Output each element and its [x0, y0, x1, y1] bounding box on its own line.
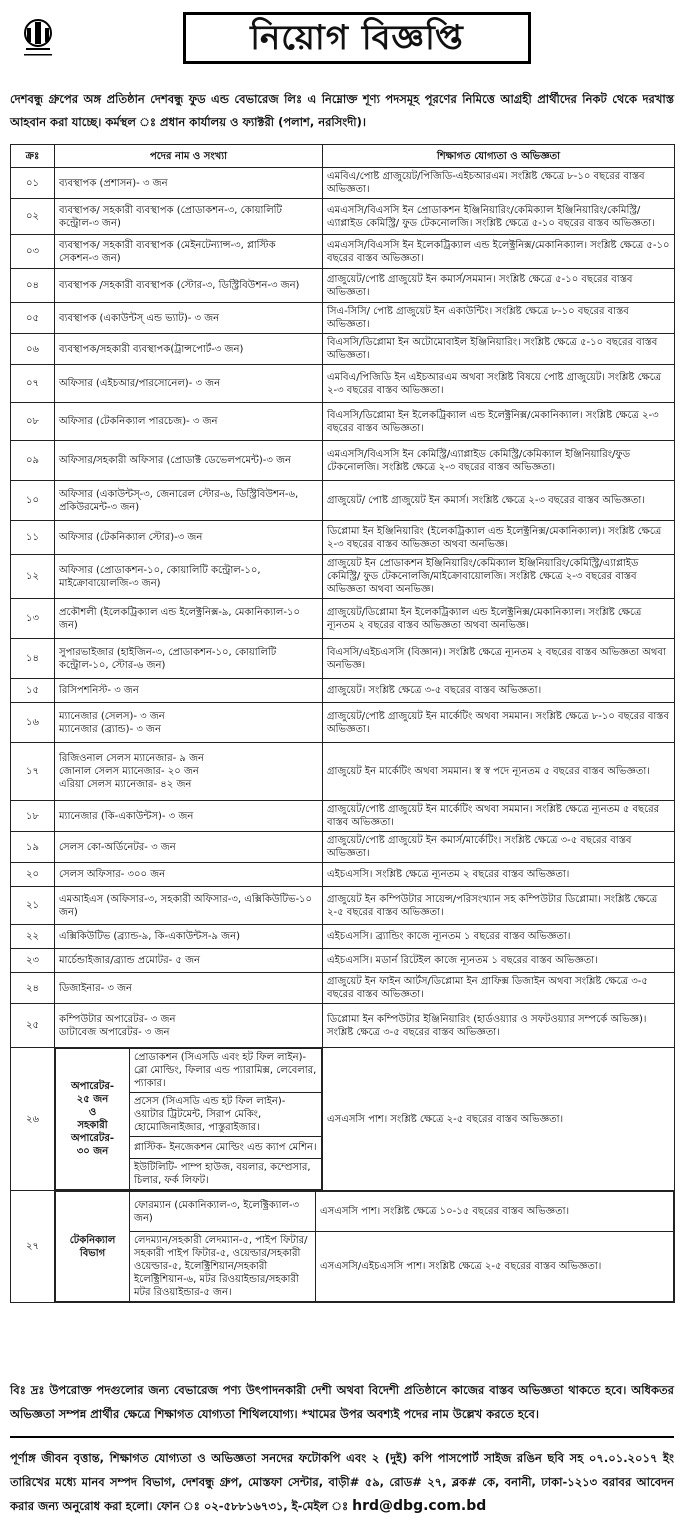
row-serial: ০৩	[11, 235, 55, 269]
row-post: ম্যানেজার (কি-একাউন্টস)- ৩ জন	[55, 801, 323, 832]
row-post: সেলস অফিসার- ৩০০ জন	[55, 863, 323, 887]
table-row	[11, 973, 675, 1004]
row-post: মার্চেন্ডাইজার/ব্র্যান্ড প্রমোটর- ৫ জন	[55, 949, 323, 973]
table-row	[11, 887, 675, 925]
company-logo	[18, 16, 58, 64]
row-serial: ০৯	[11, 441, 55, 481]
table-row	[11, 481, 675, 521]
sub-post: প্রোডাকশন (সিএসডি এবং হট ফিল লাইন)- ব্লো মোল্ডিং, ফিলার এন্ড প্যারামিক্স, লেবেলার, প্যাকার।	[130, 1049, 322, 1093]
row-serial: ১২	[11, 555, 55, 599]
row-qualification: গ্রাজুয়েট/ডিপ্লোমা ইন ইলেকট্রিক্যাল এন্ড ইলেক্ট্রনিক্স/মেকানিক্যাল। সংশ্লিষ্ট ক্ষেত্রে ন্যূনতম ২ বছরের বাস্তব অভিজ্ঞতা অথবা অনভিজ্ঞ।	[323, 599, 675, 639]
group-label: টেকনিক্যাল বিভাগ	[56, 1192, 130, 1302]
row-serial: ১৬	[11, 703, 55, 743]
row-serial: ০৬	[11, 334, 55, 365]
header-post: পদের নাম ও সংখ্যা	[55, 145, 323, 168]
sub-post: প্লাস্টিক- ইনজেকশন মোল্ডিং এন্ড ক্যাপ মেশিন।	[130, 1137, 322, 1159]
table-row	[11, 949, 675, 973]
row-post: প্রকৌশলী (ইলেকট্রিক্যাল এন্ড ইলেক্ট্রনিক্স-৯, মেকানিক্যাল-১০ জন)	[55, 599, 323, 639]
row-serial: ১০	[11, 481, 55, 521]
row-serial: ০৭	[11, 365, 55, 403]
row-qualification: এমএসসি/বিএসসি ইন প্রোডাকশন ইঞ্জিনিয়ারিং/কেমিক্যাল ইঞ্জিনিয়ারিং/কেমিস্ট্রি/এ্যাপ্লাইড কেমিস্ট্রি/ ফুড টেকনোলজি। সংশ্লিষ্ট ক্ষেত্রে ৫-১০ বছরের বাস্তব অভিজ্ঞতা।	[323, 199, 675, 235]
row-serial: ২৪	[11, 973, 55, 1004]
sub-post: লেদম্যান/সহকারী লেদম্যান-৫, পাইপ ফিটার/সহকারী পাইপ ফিটার-৫, ওয়েল্ডার/সহকারী ওয়েল্ডার-৫, ইলেক্ট্রিশিয়ান/সহকারী ইলেক্ট্রিশিয়ান-৬, মটর রিওয়াইন্ডার/সহকারী মটর রিওয়াইন্ডার-৫ জন।	[130, 1232, 316, 1302]
table-row	[11, 863, 675, 887]
row-serial: ২০	[11, 863, 55, 887]
header-serial: ক্রঃ	[11, 145, 55, 168]
page-title: নিয়োগ বিজ্ঞপ্তি	[183, 12, 531, 64]
sub-qualification: এসএসসি পাশ। সংশ্লিষ্ট ক্ষেত্রে ১০-১৫ বছরের বাস্তব অভিজ্ঞতা।	[316, 1192, 674, 1232]
row-qualification: গ্রাজুয়েট/পোষ্ট গ্রাজুয়েট ইন মার্কেটিং অথবা সমমান। সংশ্লিষ্ট ক্ষেত্রে ন্যূনতম ৫ বছরের বাস্তব অভিজ্ঞতা।	[323, 801, 675, 832]
row-post: অফিসার (এইচআর/পারসোনেল)- ৩ জন	[55, 365, 323, 403]
row-qualification: এমএসসি/বিএসসি ইন কেমিস্ট্রি/এ্যাপ্লাইড কেমিস্ট্রি/কেমিক্যাল ইঞ্জিনিয়ারিং/ফুড টেকনোলজি। সংশ্লিষ্ট ক্ষেত্রে ২-৩ বছরের বাস্তব অভিজ্ঞতা।	[323, 441, 675, 481]
row-post: ব্যবস্থাপক/সহকারী ব্যবস্থাপক(ট্রান্সপোর্ট-৩ জন)	[55, 334, 323, 365]
row-qualification: গ্রাজুয়েট ইন মার্কেটিং অথবা সমমান। স্ব স্ব পদে ন্যূনতম ৫ বছরের বাস্তব অভিজ্ঞতা।	[323, 743, 675, 801]
email-link[interactable]: hrd@dbg.com.bd	[352, 1498, 487, 1514]
row-qualification: বিএসসি/ডিপ্লোমা ইন ইলেকট্রিক্যাল এন্ড ইলেক্ট্রনিক্স/মেকানিক্যাল। সংশ্লিষ্ট ক্ষেত্রে ২-৩ বছরের বাস্তব অভিজ্ঞতা।	[323, 403, 675, 441]
row-serial: ২৭	[11, 1191, 55, 1303]
row-post-group	[55, 1048, 323, 1191]
row-post: অফিসার/সহকারী অফিসার (প্রোডাক্ট ডেভেলপমেন্ট)-৩ জন	[55, 441, 323, 481]
row-qualification: এমএসসি/বিএসসি ইন ইলেকট্রিক্যাল এন্ড ইলেক্ট্রনিক্স/মেকানিক্যাল। সংশ্লিষ্ট ক্ষেত্রে ৫-১০ বছরের বাস্তব অভিজ্ঞতা।	[323, 235, 675, 269]
sub-post: ইউটিলিটি- পাম্প হাউজ, বয়লার, কম্প্রেসার, চিলার, ফর্ক লিফট।	[130, 1159, 322, 1190]
row-qualification: ডিপ্লোমা ইন ইঞ্জিনিয়ারিং (ইলেকট্রিক্যাল এন্ড ইলেক্ট্রনিক্স/মেকানিক্যাল)। সংশ্লিষ্ট ক্ষেত্রে ২-৩ বছরের বাস্তব অভিজ্ঞতা অথবা অনভিজ্ঞ।	[323, 521, 675, 555]
notes-paragraph: বিঃ দ্রঃ উপরোক্ত পদগুলোর জন্য বেভারেজ পণ্য উৎপাদনকারী দেশী অথবা বিদেশী প্রতিষ্ঠানে কাজের বাস্তব অভিজ্ঞতা থাকতে হবে। অধিকতর অভিজ্ঞতা সম্পন্ন প্রার্থীর ক্ষেত্রে শিক্ষাগত যোগ্যতা শিথিলযোগ্য। *খামের উপর অবশ্যই পদের নাম উল্লেখ করতে হবে।	[10, 1383, 674, 1421]
company-logo-icon	[18, 16, 58, 64]
row-post: ব্যবস্থাপক /সহকারী ব্যবস্থাপক (স্টোর-৩, ডিস্ট্রিবিউশন-৩ জন)	[55, 269, 323, 303]
row-serial: ১৮	[11, 801, 55, 832]
row-serial: ২৬	[11, 1048, 55, 1191]
row-post: এক্সিকিউটিভ (ব্র্যান্ড-৯, কি-একাউন্টস-৯ জন)	[55, 925, 323, 949]
table-row	[11, 403, 675, 441]
table-header-row	[11, 145, 675, 168]
row-qualification: ডিপ্লোমা ইন কম্পিউটার ইঞ্জিনিয়ারিং (হার্ডওয়্যার ও সফটওয়্যার সম্পর্কে অভিজ্ঞ)। সংশ্লিষ্ট ক্ষেত্রে ৩-৫ বছরের বাস্তব অভিজ্ঞতা।	[323, 1004, 675, 1048]
row-serial: ২৫	[11, 1004, 55, 1048]
row-serial: ০২	[11, 199, 55, 235]
row-post: সেলস কো-অর্ডিনেটর- ৩ জন	[55, 832, 323, 863]
table-row	[11, 1004, 675, 1048]
table-row	[11, 168, 675, 199]
row-post: এমআইএস (অফিসার-৩, সহকারী অফিসার-৩, এক্সিকিউটিভ-১০ জন)	[55, 887, 323, 925]
sub-qualification: এসএসসি/এইচএসসি পাশ। সংশ্লিষ্ট ক্ষেত্রে ২-৫ বছরের বাস্তব অভিজ্ঞতা।	[316, 1232, 674, 1302]
sub-post: প্রসেস (সিএসডি এন্ড হট ফিল লাইন)- ওয়াটার ট্রিটমেন্ট, সিরাপ মেকিং, হোমোজিনাইজার, পাস্তুরাইজার।	[130, 1093, 322, 1137]
row-serial: ২২	[11, 925, 55, 949]
table-row	[11, 639, 675, 679]
row-qualification: বিএসসি/ডিপ্লোমা ইন অটোমোবাইল ইঞ্জিনিয়ারিং। সংশ্লিষ্ট ক্ষেত্রে ৫-১০ বছরের বাস্তব অভিজ্ঞতা।	[323, 334, 675, 365]
row-qualification: বিএসসি/এইচএসসি (বিজ্ঞান)। সংশ্লিষ্ট ক্ষেত্রে ন্যূনতম ২ বছরের বাস্তব অভিজ্ঞতা অথবা অনভিজ্ঞ।	[323, 639, 675, 679]
table-row	[11, 365, 675, 403]
apply-text: পূর্ণাঙ্গ জীবন বৃত্তান্ত, শিক্ষাগত যোগ্যতা ও অভিজ্ঞতা সনদের ফটোকপি এবং ২ (দুই) কপি পাসপোর্ট সাইজ রঙিন ছবি সহ ০৭.০১.২০১৭ ইং তারিখের মধ্যে মানব সম্পদ বিভাগ, দেশবন্ধু গ্রুপ, মোস্তফা সেন্টার, বাড়ী# ৫৯, রোড# ২৭, ব্লক# কে, বনানী, ঢাকা-১২১৩ বরাবর আবেদন করার জন্য অনুরোধ করা হলো। ফোন ঃ ০২-৫৮৮১৬৭৩১, ই-মেইল ঃ	[10, 1451, 674, 1513]
table-row	[11, 303, 675, 334]
table-row	[11, 832, 675, 863]
row-serial: ০৮	[11, 403, 55, 441]
table-row	[11, 555, 675, 599]
table-row	[11, 743, 675, 801]
row-post: রিজিওনাল সেলস ম্যানেজার- ৯ জন জোনাল সেলস ম্যানেজার- ২০ জন এরিয়া সেলস ম্যানেজার- ৪২ জন	[55, 743, 323, 801]
row-qualification: এসএসসি পাশ। সংশ্লিষ্ট ক্ষেত্রে ২-৫ বছরের বাস্তব অভিজ্ঞতা।	[323, 1048, 675, 1191]
row-serial: ১১	[11, 521, 55, 555]
row-post: অফিসার (টেকনিক্যাল স্টোর)-৩ জন	[55, 521, 323, 555]
row-serial: ১৩	[11, 599, 55, 639]
row-post: ব্যবস্থাপক (একাউন্টস্ এন্ড ভ্যাট)- ৩ জন	[55, 303, 323, 334]
row-serial: ০১	[11, 168, 55, 199]
row-serial: ০৫	[11, 303, 55, 334]
row-post: ব্যবস্থাপক/ সহকারী ব্যবস্থাপক (মেইনটেন্যান্স-৩, প্লাস্টিক সেকশন-৩ জন)	[55, 235, 323, 269]
row-qualification: গ্রাজুয়েট/ পোষ্ট গ্রাজুয়েট ইন কমার্স। সংশ্লিষ্ট ক্ষেত্রে ২-৩ বছরের বাস্তব অভিজ্ঞতা।	[323, 481, 675, 521]
row-post: সুপারভাইজার (হাইজিন-৩, প্রোডাকশন-১০, কোয়ালিটি কন্ট্রোল-১০, স্টোর-৬ জন)	[55, 639, 323, 679]
row-serial: ১৫	[11, 679, 55, 703]
row-post: রিসিপশনিস্ট- ৩ জন	[55, 679, 323, 703]
row-post: কম্পিউটার অপারেটর- ৩ জন ডাটাবেজ অপারেটর- ৩ জন	[55, 1004, 323, 1048]
row-qualification: গ্রাজুয়েট/পোষ্ট গ্রাজুয়েট ইন কমার্স/মার্কেটিং। সংশ্লিষ্ট ক্ষেত্রে ৩-৫ বছরের বাস্তব অভিজ্ঞতা।	[323, 832, 675, 863]
table-row	[11, 199, 675, 235]
table-row	[11, 1191, 675, 1303]
intro-paragraph: দেশবন্ধু গ্রুপের অঙ্গ প্রতিষ্ঠান দেশবন্ধু ফুড এন্ড বেভারেজ লিঃ এ নিম্নোক্ত শূণ্য পদসমূহ পূরণের নিমিত্তে আগ্রহী প্রার্থীদের নিকট থেকে দরখাস্ত আহবান করা যাচ্ছে। কর্মস্থল ঃ প্রধান কার্যালয় ও ফ্যাক্টরী (পলাশ, নরসিংদী)।	[10, 92, 674, 129]
row-qualification: এইচএসসি। ব্র্যান্ডিং কাজে ন্যূনতম ১ বছরের বাস্তব অভিজ্ঞতা।	[323, 925, 675, 949]
row-post: ব্যবস্থাপক/ সহকারী ব্যবস্থাপক (প্রোডাকশন-৩, কোয়ালিটি কন্ট্রোল-৩ জন)	[55, 199, 323, 235]
table-row	[11, 521, 675, 555]
row-qualification: এইচএসসি। সংশ্লিষ্ট ক্ষেত্রে ন্যূনতম ২ বছরের বাস্তব অভিজ্ঞতা।	[323, 863, 675, 887]
row-qualification: এমবিএ/পিজিডি ইন এইচআরএম অথবা সংশ্লিষ্ট বিষয়ে পোষ্ট গ্রাজুয়েট। সংশ্লিষ্ট ক্ষেত্রে ২-৩ বছরের বাস্তব অভিজ্ঞতা।	[323, 365, 675, 403]
table-row	[11, 441, 675, 481]
row-serial: ১৯	[11, 832, 55, 863]
sub-post: ফোরম্যান (মেকানিক্যাল-৩, ইলেক্ট্রিক্যাল-৩ জন)	[130, 1192, 316, 1232]
table-row	[11, 599, 675, 639]
apply-paragraph	[10, 1446, 674, 1518]
divider	[10, 1436, 674, 1438]
row-qualification: গ্রাজুয়েট ইন কম্পিউটার সায়েন্স/পরিসংখ্যান সহ কম্পিউটার ডিপ্লোমা। সংশ্লিষ্ট ক্ষেত্রে ২-৫ বছরের বাস্তব অভিজ্ঞতা।	[323, 887, 675, 925]
row-post: ডিজাইনার- ৩ জন	[55, 973, 323, 1004]
row-serial: ০৪	[11, 269, 55, 303]
vacancy-table	[10, 144, 675, 1303]
row-qualification: গ্রাজুয়েট/পোষ্ট গ্রাজুয়েট ইন কমার্স/সমমান। সংশ্লিষ্ট ক্ষেত্রে ৫-১০ বছরের বাস্তব অভিজ্ঞতা।	[323, 269, 675, 303]
table-row	[11, 334, 675, 365]
table-row	[11, 269, 675, 303]
row-qualification: গ্রাজুয়েট ইন প্রোডাকশন ইঞ্জিনিয়ারিং/কেমিক্যাল ইঞ্জিনিয়ারিং/কেমিস্ট্রি/এ্যাপ্লাইড কেমিস্ট্রি/ ফুড টেকনোলজি/মাইক্রোবায়োলজি। সংশ্লিষ্ট ক্ষেত্রে ২-৩ বছরের বাস্তব অভিজ্ঞতা অথবা অনভিজ্ঞ।	[323, 555, 675, 599]
row-qualification: গ্রাজুয়েট ইন ফাইন আর্টস/ডিপ্লোমা ইন গ্রাফিক্স ডিজাইন অথবা সংশ্লিষ্ট ক্ষেত্রে ৩-৫ বছরের বাস্তব অভিজ্ঞতা।	[323, 973, 675, 1004]
row-qualification: এমবিএ/পোষ্ট গ্রাজুয়েট/পিজিডি-এইচআরএম। সংশ্লিষ্ট ক্ষেত্রে ৮-১০ বছরের বাস্তব অভিজ্ঞতা।	[323, 168, 675, 199]
row-post-group	[55, 1191, 675, 1303]
row-qualification: এইচএসসি। মডার্ন রিটেইল কাজে ন্যূনতম ১ বছরের বাস্তব অভিজ্ঞতা।	[323, 949, 675, 973]
row-qualification: গ্রাজুয়েট। সংশ্লিষ্ট ক্ষেত্রে ৩-৫ বছরের বাস্তব অভিজ্ঞতা।	[323, 679, 675, 703]
table-row	[11, 235, 675, 269]
table-row	[11, 679, 675, 703]
table-row	[11, 925, 675, 949]
row-post: অফিসার (একাউন্টস্-৩, জেনারেল স্টোর-৬, ডিস্ট্রিবিউশন-৬, প্রকিউরমেন্ট-৩ জন)	[55, 481, 323, 521]
header-qualification: শিক্ষাগত যোগ্যতা ও অভিজ্ঞতা	[323, 145, 675, 168]
group-label: অপারেটর- ২৫ জন ও সহকারী অপারেটর- ৩০ জন	[56, 1049, 130, 1190]
row-post: অফিসার (টেকনিক্যাল পারচেজ)- ৩ জন	[55, 403, 323, 441]
row-serial: ১৭	[11, 743, 55, 801]
table-row	[11, 703, 675, 743]
row-post: ব্যবস্থাপক (প্রশাসন)- ৩ জন	[55, 168, 323, 199]
row-post: ম্যানেজার (সেলস)- ৩ জন ম্যানেজার (ব্র্যান্ড)- ৩ জন	[55, 703, 323, 743]
row-serial: ২১	[11, 887, 55, 925]
row-qualification: সিএ-সিসি/ পোষ্ট গ্রাজুয়েট ইন একাউন্টিং। সংশ্লিষ্ট ক্ষেত্রে ৮-১০ বছরের বাস্তব অভিজ্ঞতা।	[323, 303, 675, 334]
row-post: অফিসার (প্রোডাকশন-১০, কোয়ালিটি কন্ট্রোল-১০, মাইক্রোবায়োলজি-৩ জন)	[55, 555, 323, 599]
row-serial: ২৩	[11, 949, 55, 973]
table-row	[11, 1048, 675, 1191]
table-row	[11, 801, 675, 832]
row-qualification: গ্রাজুয়েট/পোষ্ট গ্রাজুয়েট ইন মার্কেটিং অথবা সমমান। সংশ্লিষ্ট ক্ষেত্রে ৮-১০ বছরের বাস্তব অভিজ্ঞতা।	[323, 703, 675, 743]
row-serial: ১৪	[11, 639, 55, 679]
